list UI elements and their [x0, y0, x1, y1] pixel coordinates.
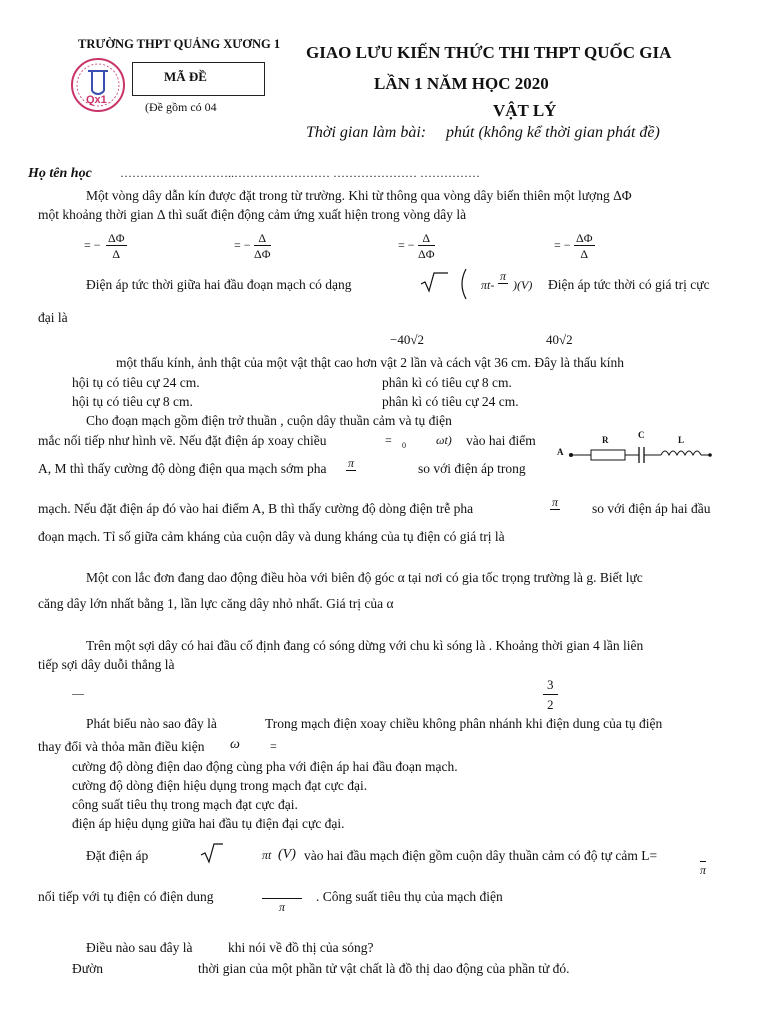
q4-line1: Cho đoạn mạch gồm điện trở thuần , cuộn dây thuần cảm và tụ điện: [86, 413, 452, 428]
q4-line2-sub: 0: [402, 441, 406, 450]
q1-line1: Một vòng dây dẫn kín được đặt trong từ trường. Khi từ thông qua vòng dây biến thiên một lượng ΔΦ: [86, 188, 632, 203]
q1-opt-d-num: ΔΦ: [576, 231, 593, 245]
q2-pi-fraction: [498, 270, 508, 296]
q7-line1a: Phát biểu nào sao đây là: [86, 716, 217, 731]
q2-unit: )(V): [513, 278, 533, 292]
exam-code-label: MÃ ĐỀ: [164, 69, 207, 84]
q8-l-fraction: [700, 850, 706, 876]
exam-round: LẦN 1 NĂM HỌC 2020: [374, 74, 549, 93]
q6-frac-den: 2: [547, 697, 554, 712]
q4-line3: A, M thì thấy cường độ dòng điện qua mạch sớm pha: [38, 461, 327, 476]
q1-line2: một khoảng thời gian Δ thì suất điện động cảm ứng xuất hiện trong vòng dây là: [38, 207, 467, 222]
time-note: phút (không kể thời gian phát đề): [446, 124, 660, 141]
exam-subject: VẬT LÝ: [493, 101, 557, 120]
q2-line1: Điện áp tức thời giữa hai đầu đoạn mạch có dạng: [86, 277, 352, 292]
q4-line2-eq: =: [385, 433, 392, 447]
q4-line3b: so với điện áp trong: [418, 461, 526, 476]
q3-option-d[interactable]: phân kì có tiêu cự 24 cm.: [382, 394, 519, 409]
q4-line4: mạch. Nếu đặt điện áp đó vào hai điểm A, B thì thấy cường độ dòng điện trễ pha: [38, 501, 474, 516]
q1-opt-d-den: Δ: [580, 247, 589, 261]
q1-opt-a-prefix: = −: [84, 238, 101, 252]
school-logo: [70, 57, 126, 113]
q8-line2b: . Công suất tiêu thụ của mạch điện: [316, 889, 503, 904]
q4-line2a: mắc nối tiếp như hình vẽ. Nếu đặt điện áp xoay chiều: [38, 433, 327, 448]
q8-expr: πt: [262, 848, 272, 862]
q7-option-c[interactable]: công suất tiêu thụ trong mạch đạt cực đại.: [72, 797, 298, 812]
q2-line1-end: Điện áp tức thời có giá trị cực: [548, 277, 710, 292]
q4-pi-1: π: [348, 456, 355, 470]
q7-eq: =: [270, 739, 277, 753]
q2-expr: πt-: [481, 278, 495, 292]
q3-option-b[interactable]: phân kì có tiêu cự 8 cm.: [382, 375, 512, 390]
q6-line2: tiếp sợi dây duỗi thẳng là: [38, 657, 175, 672]
q8-unit: (V): [278, 847, 296, 862]
q1-opt-d-fraction: [574, 232, 595, 260]
q6-option-fraction[interactable]: [543, 678, 558, 711]
q1-opt-a-fraction: [106, 232, 127, 260]
q9-line1b: khi nói về đồ thị của sóng?: [228, 940, 374, 955]
q7-omega: ω: [230, 737, 240, 752]
q7-option-a[interactable]: cường độ dòng điện dao động cùng pha với điện áp hai đầu đoạn mạch.: [72, 759, 458, 774]
q9-option-a-rest: thời gian của một phần tử vật chất là đồ thị dao động của phần tử đó.: [198, 961, 570, 976]
q7-option-d[interactable]: điện áp hiệu dụng giữa hai đầu tụ điện đại cực đại.: [72, 816, 345, 831]
q8-line1a: Đặt điện áp: [86, 848, 149, 863]
q6-option-dash[interactable]: —: [72, 686, 84, 700]
q9-line1a: Điều nào sau đây là: [86, 940, 193, 955]
q4-line4b: so với điện áp hai đầu: [592, 501, 711, 516]
q1-opt-c-fraction: [418, 232, 435, 260]
time-label: Thời gian làm bài:: [306, 124, 427, 141]
q4-line2-omega: ωt): [436, 433, 452, 447]
q2-option-c[interactable]: 40√2: [546, 332, 573, 347]
q8-l-pi: π: [700, 863, 707, 877]
student-name-label: Họ tên học: [28, 166, 92, 181]
q1-opt-a-den: Δ: [112, 247, 121, 261]
q1-opt-b-prefix: = −: [234, 238, 251, 252]
q8-sqrt-icon: [200, 843, 224, 863]
q4-phase-fraction-2: [550, 496, 560, 522]
q1-opt-b-num: Δ: [254, 232, 271, 246]
q2-line2: đại là: [38, 310, 68, 325]
sqrt-symbol-icon: [420, 272, 450, 292]
left-paren-icon: [456, 268, 470, 300]
q7-line2: thay đổi và thỏa mãn điều kiện: [38, 739, 205, 754]
q2-option-b[interactable]: −40√2: [390, 332, 424, 347]
q5-line1: Một con lắc đơn đang dao động điều hòa với biên độ góc α tại nơi có gia tốc trọng trường là g. Biết lực: [86, 570, 643, 585]
q8-line1b: vào hai đầu mạch điện gồm cuộn dây thuần cảm có độ tự cảm L=: [304, 848, 658, 863]
q1-opt-d-prefix: = −: [554, 238, 571, 252]
student-name-field[interactable]: ………………………..…………………… ………………… ……………: [120, 166, 480, 180]
q6-line1: Trên một sợi dây có hai đầu cố định đang có sóng dừng với chu kì sóng là . Khoảng thời gian 4 lần liên: [86, 638, 644, 653]
circuit-label-a: A: [557, 447, 564, 457]
q3-option-a[interactable]: hội tụ có tiêu cự 24 cm.: [72, 375, 200, 390]
q1-opt-c-prefix: = −: [398, 238, 415, 252]
circuit-label-r: R: [602, 435, 609, 445]
q7-option-b[interactable]: cường độ dòng điện hiệu dụng trong mạch đạt cực đại.: [72, 778, 368, 793]
q9-option-a-start[interactable]: Đườn: [72, 961, 103, 976]
q4-line2b: vào hai điểm: [466, 433, 536, 448]
q2-pi: π: [500, 269, 507, 283]
q4-line5: đoạn mạch. Tỉ số giữa cảm kháng của cuộn dây và dung kháng của tụ điện có giá trị là: [38, 529, 505, 544]
q1-opt-c-den: ΔΦ: [418, 247, 435, 261]
circuit-diagram: [555, 428, 725, 468]
q1-opt-b-fraction: [254, 232, 271, 260]
circuit-label-l: L: [678, 435, 685, 445]
circuit-label-c: C: [638, 430, 645, 440]
q4-pi-2: π: [552, 495, 559, 509]
q8-c-pi: π: [278, 900, 285, 914]
q1-opt-a-num: ΔΦ: [108, 231, 125, 245]
q3-line1: một thấu kính, ảnh thật của một vật thật cao hơn vật 2 lần và cách vật 36 cm. Đây là thấu kính: [116, 355, 624, 370]
q8-c-fraction: [262, 887, 302, 913]
q1-opt-b-den: ΔΦ: [254, 247, 271, 261]
q7-line1b: Trong mạch điện xoay chiều không phân nhánh khi điện dung của tụ điện: [265, 716, 663, 731]
q4-phase-fraction-1: [346, 457, 356, 483]
school-name: TRƯỜNG THPT QUẢNG XƯƠNG 1: [78, 37, 281, 51]
q1-opt-c-num: Δ: [418, 232, 435, 246]
exam-title: GIAO LƯU KIẾN THỨC THI THPT QUỐC GIA: [306, 43, 672, 62]
q6-frac-num: 3: [543, 678, 558, 695]
q3-option-c[interactable]: hội tụ có tiêu cự 8 cm.: [72, 394, 193, 409]
pages-note: (Đề gồm có 04: [145, 100, 217, 114]
q5-line2: căng dây lớn nhất bằng 1, lần lực căng dây nhỏ nhất. Giá trị của α: [38, 596, 394, 611]
q8-line2a: nối tiếp với tụ điện có điện dung: [38, 889, 214, 904]
logo-text: Qx1: [86, 94, 107, 106]
